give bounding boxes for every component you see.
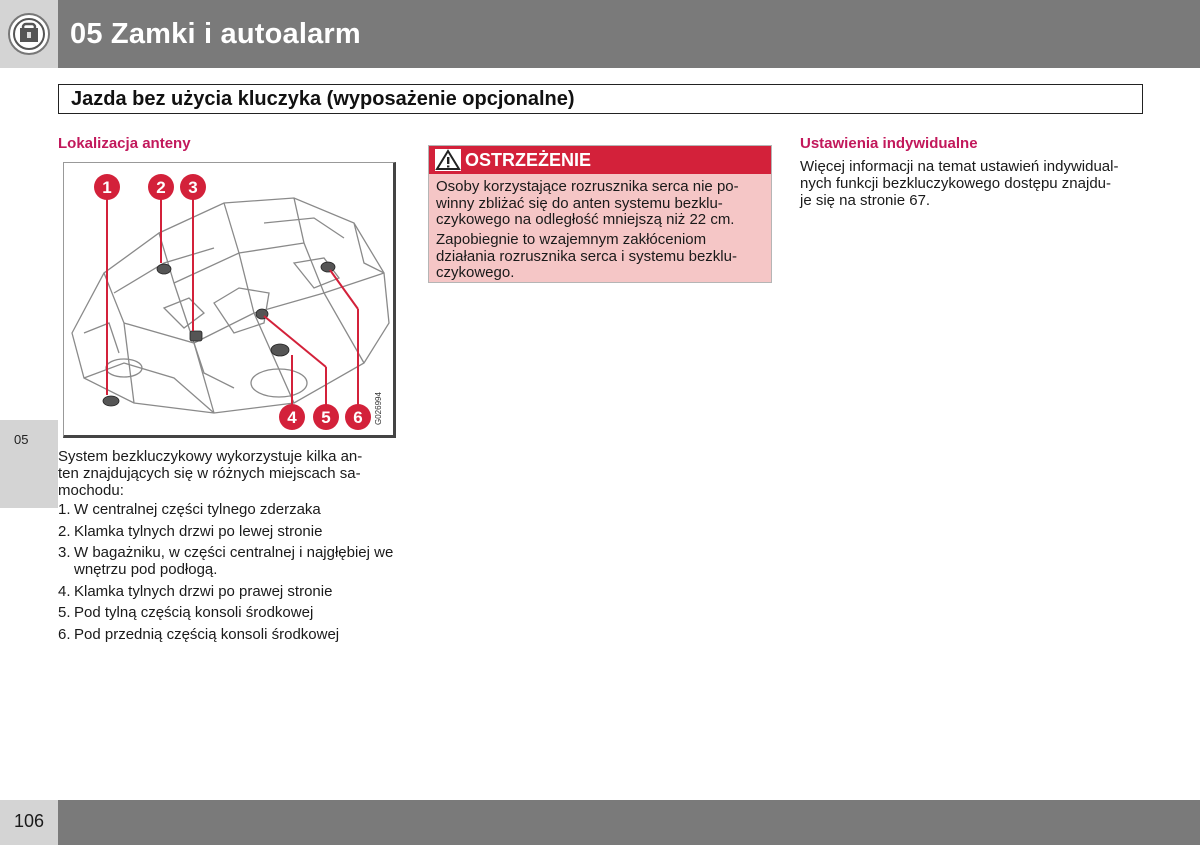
page-number: 106 xyxy=(14,811,45,831)
svg-text:6: 6 xyxy=(353,408,363,427)
warning-paragraph-1 xyxy=(436,179,766,229)
warning-header xyxy=(429,146,771,174)
list-item xyxy=(58,523,403,540)
antenna-location-figure xyxy=(63,162,396,438)
list-item-number: 4. xyxy=(58,582,71,600)
list-item-text: W bagażniku, w części centralnej i najgłębiej we wnętrzu pod podłogą. xyxy=(74,544,394,578)
list-item-text: Klamka tylnych drzwi po prawej stronie xyxy=(74,582,333,600)
warning-triangle-icon xyxy=(435,149,461,171)
chapter-title: 05 Zamki i autoalarm xyxy=(70,18,361,50)
list-item xyxy=(58,544,403,578)
list-item-text: W centralnej części tylnego zderzaka xyxy=(74,501,321,518)
svg-text:4: 4 xyxy=(287,408,297,427)
list-item-number: 3. xyxy=(58,544,71,561)
warning-box xyxy=(428,145,772,283)
svg-text:3: 3 xyxy=(188,178,198,197)
svg-text:5: 5 xyxy=(321,408,331,427)
svg-text:2: 2 xyxy=(156,178,166,197)
warning-paragraph-2 xyxy=(436,232,766,282)
warning-title: OSTRZEŻENIE xyxy=(465,150,592,170)
figure-marker-6 xyxy=(345,404,371,430)
footer-bar xyxy=(58,800,1200,845)
section-title: Jazda bez użycia kluczyka (wyposażenie opcjonalne) xyxy=(71,88,575,110)
list-item-number: 1. xyxy=(58,501,71,518)
text-line: czykowego. xyxy=(436,264,515,281)
figure-marker-5 xyxy=(313,404,339,430)
header-corner xyxy=(0,0,58,68)
list-item xyxy=(58,604,403,621)
figure-code: G026994 xyxy=(374,392,383,425)
text-line: System bezkluczykowy wykorzystuje kilka an- xyxy=(58,448,363,465)
list-item xyxy=(58,583,403,600)
list-item xyxy=(58,626,403,643)
list-item-number: 2. xyxy=(58,522,71,540)
antenna-intro-paragraph xyxy=(58,448,403,499)
volvo-logo-icon xyxy=(7,12,51,56)
text-line: je się na stronie 67. xyxy=(800,192,931,209)
text-line: ten znajdujących się w różnych miejscach sa- xyxy=(58,465,361,482)
text-line: Osoby korzystające rozrusznika serca nie po- xyxy=(436,178,739,195)
text-line: czykowego na odległość mniejszą niż 22 cm. xyxy=(436,211,735,228)
figure-marker-3 xyxy=(180,174,206,200)
text-line: mochodu: xyxy=(58,482,124,499)
car-antenna-diagram xyxy=(64,163,396,438)
text-line: działania rozrusznika serca i systemu bezklu- xyxy=(436,247,737,265)
list-item xyxy=(58,501,403,518)
section-title-box xyxy=(58,84,1143,114)
chapter-side-tab-label: 05 xyxy=(14,432,29,447)
chapter-side-tab xyxy=(0,420,58,508)
list-item-number: 6. xyxy=(58,625,71,643)
text-line: winny zbliżać się do anten systemu bezklu- xyxy=(436,194,723,212)
list-item-text: Klamka tylnych drzwi po lewej stronie xyxy=(74,522,323,540)
text-line: Zapobiegnie to wzajemnym zakłóceniom xyxy=(436,231,707,248)
text-line: nych funkcji bezkluczykowego dostępu znajdu- xyxy=(800,175,1112,192)
figure-marker-4 xyxy=(279,404,305,430)
antenna-location-list xyxy=(58,501,403,647)
text-line: Więcej informacji na temat ustawień indywidual- xyxy=(800,158,1119,175)
figure-marker-2 xyxy=(148,174,174,200)
antenna-location-heading: Lokalizacja anteny xyxy=(58,135,191,152)
figure-marker-1 xyxy=(94,174,120,200)
list-item-text: Pod tylną częścią konsoli środkowej xyxy=(74,604,314,621)
individual-settings-heading: Ustawienia indywidualne xyxy=(800,135,978,152)
svg-text:1: 1 xyxy=(102,178,112,197)
individual-settings-paragraph xyxy=(800,158,1145,209)
list-item-number: 5. xyxy=(58,604,71,621)
list-item-text: Pod przednią częścią konsoli środkowej xyxy=(74,625,340,643)
